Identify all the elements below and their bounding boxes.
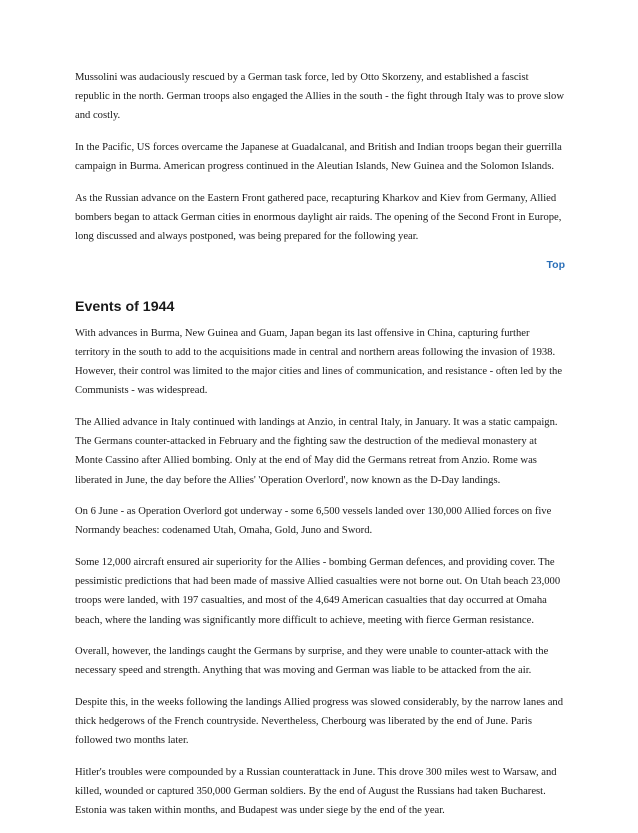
paragraph: Mussolini was audaciously rescued by a German task force, led by Otto Skorzeny, and established a fascist republic in the north. German troops also engaged the Allies in the south - the fight through Italy was to prove slow and costly.	[75, 72, 564, 122]
paragraph: As the Russian advance on the Eastern Front gathered pace, recapturing Kharkov and Kiev from Germany, Allied bombers began to attack German cities in enormous daylight air raids. The opening of the Second Front in Europe, long discussed and always postponed, was being prepared for the following year.	[75, 192, 562, 243]
section-1944	[75, 297, 565, 821]
paragraph: The Allied advance in Italy continued with landings at Anzio, in central Italy, in January. It was a static campaign. The Germans counter-attacked in February and the fighting saw the destruction of the medieval monastery at Monte Cassino after Allied bombing. Only at the end of May did the Germans retreat from Anzio. Rome was liberated in June, the day before the Allies' 'Operation Overlord', now known as the D-Day landings.	[75, 417, 558, 486]
paragraph: Some 12,000 aircraft ensured air superiority for the Allies - bombing German defences, and providing cover. The pessimistic predictions that had been made of massive Allied casualties were not borne out. On Utah beach 23,000 troops were landed, with 197 casualties, and most of the 4,649 American casualties that day occurred at Omaha beach, where the landing was significantly more difficult to achieve, meeting with fierce German resistance.	[75, 557, 561, 626]
paragraph: Hitler's troubles were compounded by a Russian counterattack in June. This drove 300 miles west to Warsaw, and killed, wounded or captured 350,000 German soldiers. By the end of August the Russians had taken Bucharest. Estonia was taken within months, and Budapest was under siege by the end of the year.	[75, 767, 557, 817]
paragraph: Despite this, in the weeks following the landings Allied progress was slowed considerably, by the narrow lanes and thick hedgerows of the French countryside. Nevertheless, Cherbourg was liberated by the end of June. Paris followed two months later.	[75, 697, 563, 747]
document-page	[75, 68, 565, 833]
paragraph: On 6 June - as Operation Overlord got underway - some 6,500 vessels landed over 130,000 Allied forces on five Normandy beaches: codenamed Utah, Omaha, Gold, Juno and Sword.	[75, 506, 552, 537]
paragraph: With advances in Burma, New Guinea and Guam, Japan began its last offensive in China, capturing further territory in the south to add to the acquisitions made in central and northern areas following the invasion of 1938. However, their control was limited to the major cities and lines of communication, and resistance - often led by the Communists - was widespread.	[75, 327, 563, 397]
paragraph: Overall, however, the landings caught the Germans by surprise, and they were unable to counter-attack with the necessary speed and strength. Anything that was moving and German was liable to be attacked from the air.	[75, 646, 549, 677]
paragraph: In the Pacific, US forces overcame the Japanese at Guadalcanal, and British and Indian troops began their guerrilla campaign in Burma. American progress continued in the Aleutian Islands, New Guinea and the Solomon Islands.	[75, 142, 562, 173]
top-link-row	[75, 255, 565, 273]
top-link[interactable]: Top	[546, 258, 565, 271]
section-heading: Events of 1944	[75, 298, 175, 315]
section-1943	[75, 68, 565, 273]
